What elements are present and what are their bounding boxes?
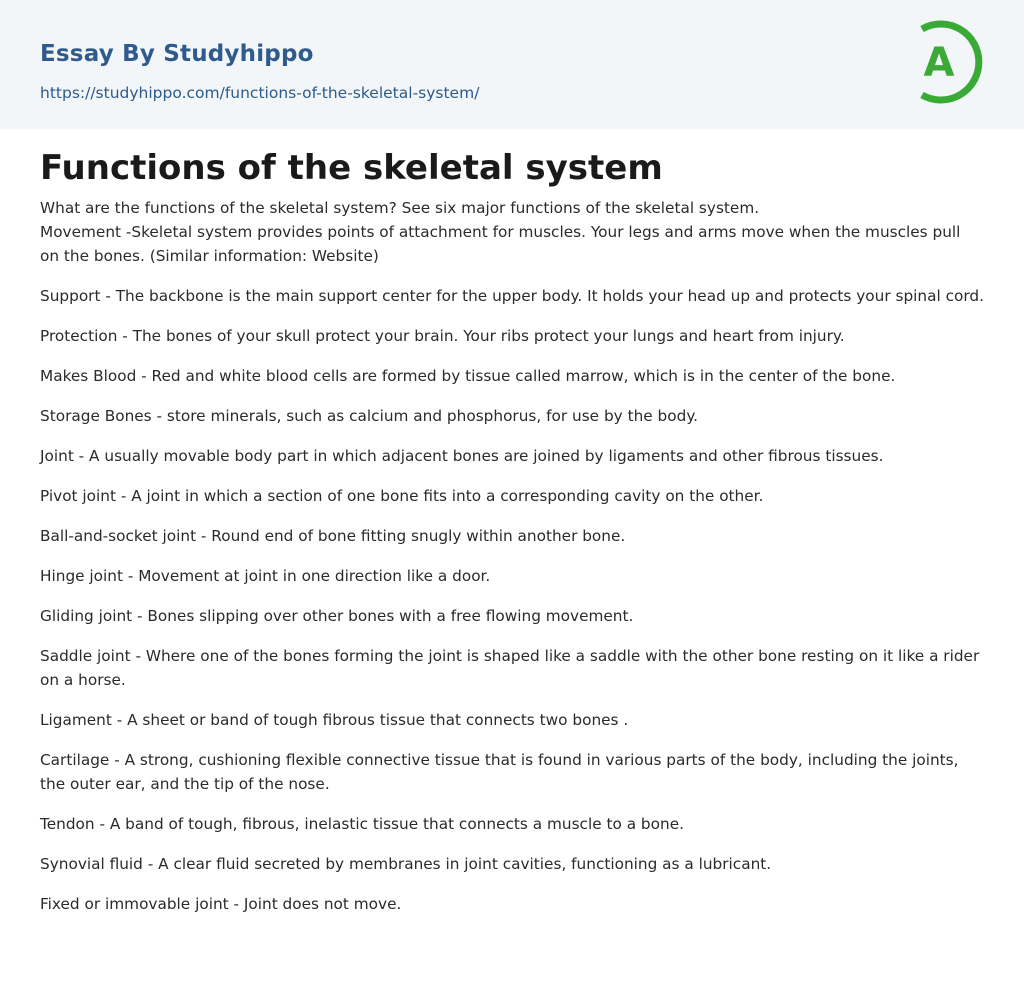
- article-paragraph: Hinge joint - Movement at joint in one direction like a door.: [40, 567, 491, 585]
- article-paragraph: Protection - The bones of your skull protect your brain. Your ribs protect your lungs and heart from injury.: [40, 327, 845, 345]
- article-paragraph: Storage Bones - store minerals, such as calcium and phosphorus, for use by the body.: [40, 407, 699, 425]
- article-paragraph: Gliding joint - Bones slipping over other bones with a free flowing movement.: [40, 607, 634, 625]
- article-paragraph: What are the functions of the skeletal system? See six major functions of the skeletal system.: [40, 199, 760, 217]
- article-paragraph: Support - The backbone is the main support center for the upper body. It holds your head up and protects your spinal cord.: [40, 287, 984, 305]
- brand-title: Essay By Studyhippo: [40, 41, 314, 67]
- article-paragraph: Tendon - A band of tough, fibrous, inelastic tissue that connects a muscle to a bone.: [40, 815, 684, 833]
- studyhippo-logo-icon[interactable]: [912, 19, 986, 105]
- article-paragraph: Cartilage - A strong, cushioning flexible connective tissue that is found in various parts of the body, including the joints, the outer ear, and the tip of the nose.: [40, 751, 959, 793]
- site-header: [0, 0, 1024, 129]
- article-paragraph: Synovial fluid - A clear fluid secreted by membranes in joint cavities, functioning as a lubricant.: [40, 855, 772, 873]
- article-paragraph: Saddle joint - Where one of the bones forming the joint is shaped like a saddle with the other bone resting on it like a rider on a horse.: [40, 647, 980, 689]
- article-paragraph: Joint - A usually movable body part in which adjacent bones are joined by ligaments and other fibrous tissues.: [40, 447, 884, 465]
- article-paragraph: Ligament - A sheet or band of tough fibrous tissue that connects two bones .: [40, 711, 629, 729]
- logo-letter: A: [923, 40, 955, 86]
- page-title: Functions of the skeletal system: [40, 148, 663, 188]
- article-paragraph: Ball-and-socket joint - Round end of bone fitting snugly within another bone.: [40, 527, 626, 545]
- article-url-link[interactable]: https://studyhippo.com/functions-of-the-skeletal-system/: [40, 84, 480, 102]
- article-paragraph: Makes Blood - Red and white blood cells are formed by tissue called marrow, which is in the center of the bone.: [40, 367, 896, 385]
- article-paragraph: Pivot joint - A joint in which a section of one bone fits into a corresponding cavity on the other.: [40, 487, 764, 505]
- article-paragraph: Fixed or immovable joint - Joint does not move.: [40, 895, 402, 913]
- article-paragraph: Movement -Skeletal system provides points of attachment for muscles. Your legs and arms move when the muscles pull on the bones. (Similar information: Website): [40, 223, 961, 265]
- article-body: [0, 129, 1024, 916]
